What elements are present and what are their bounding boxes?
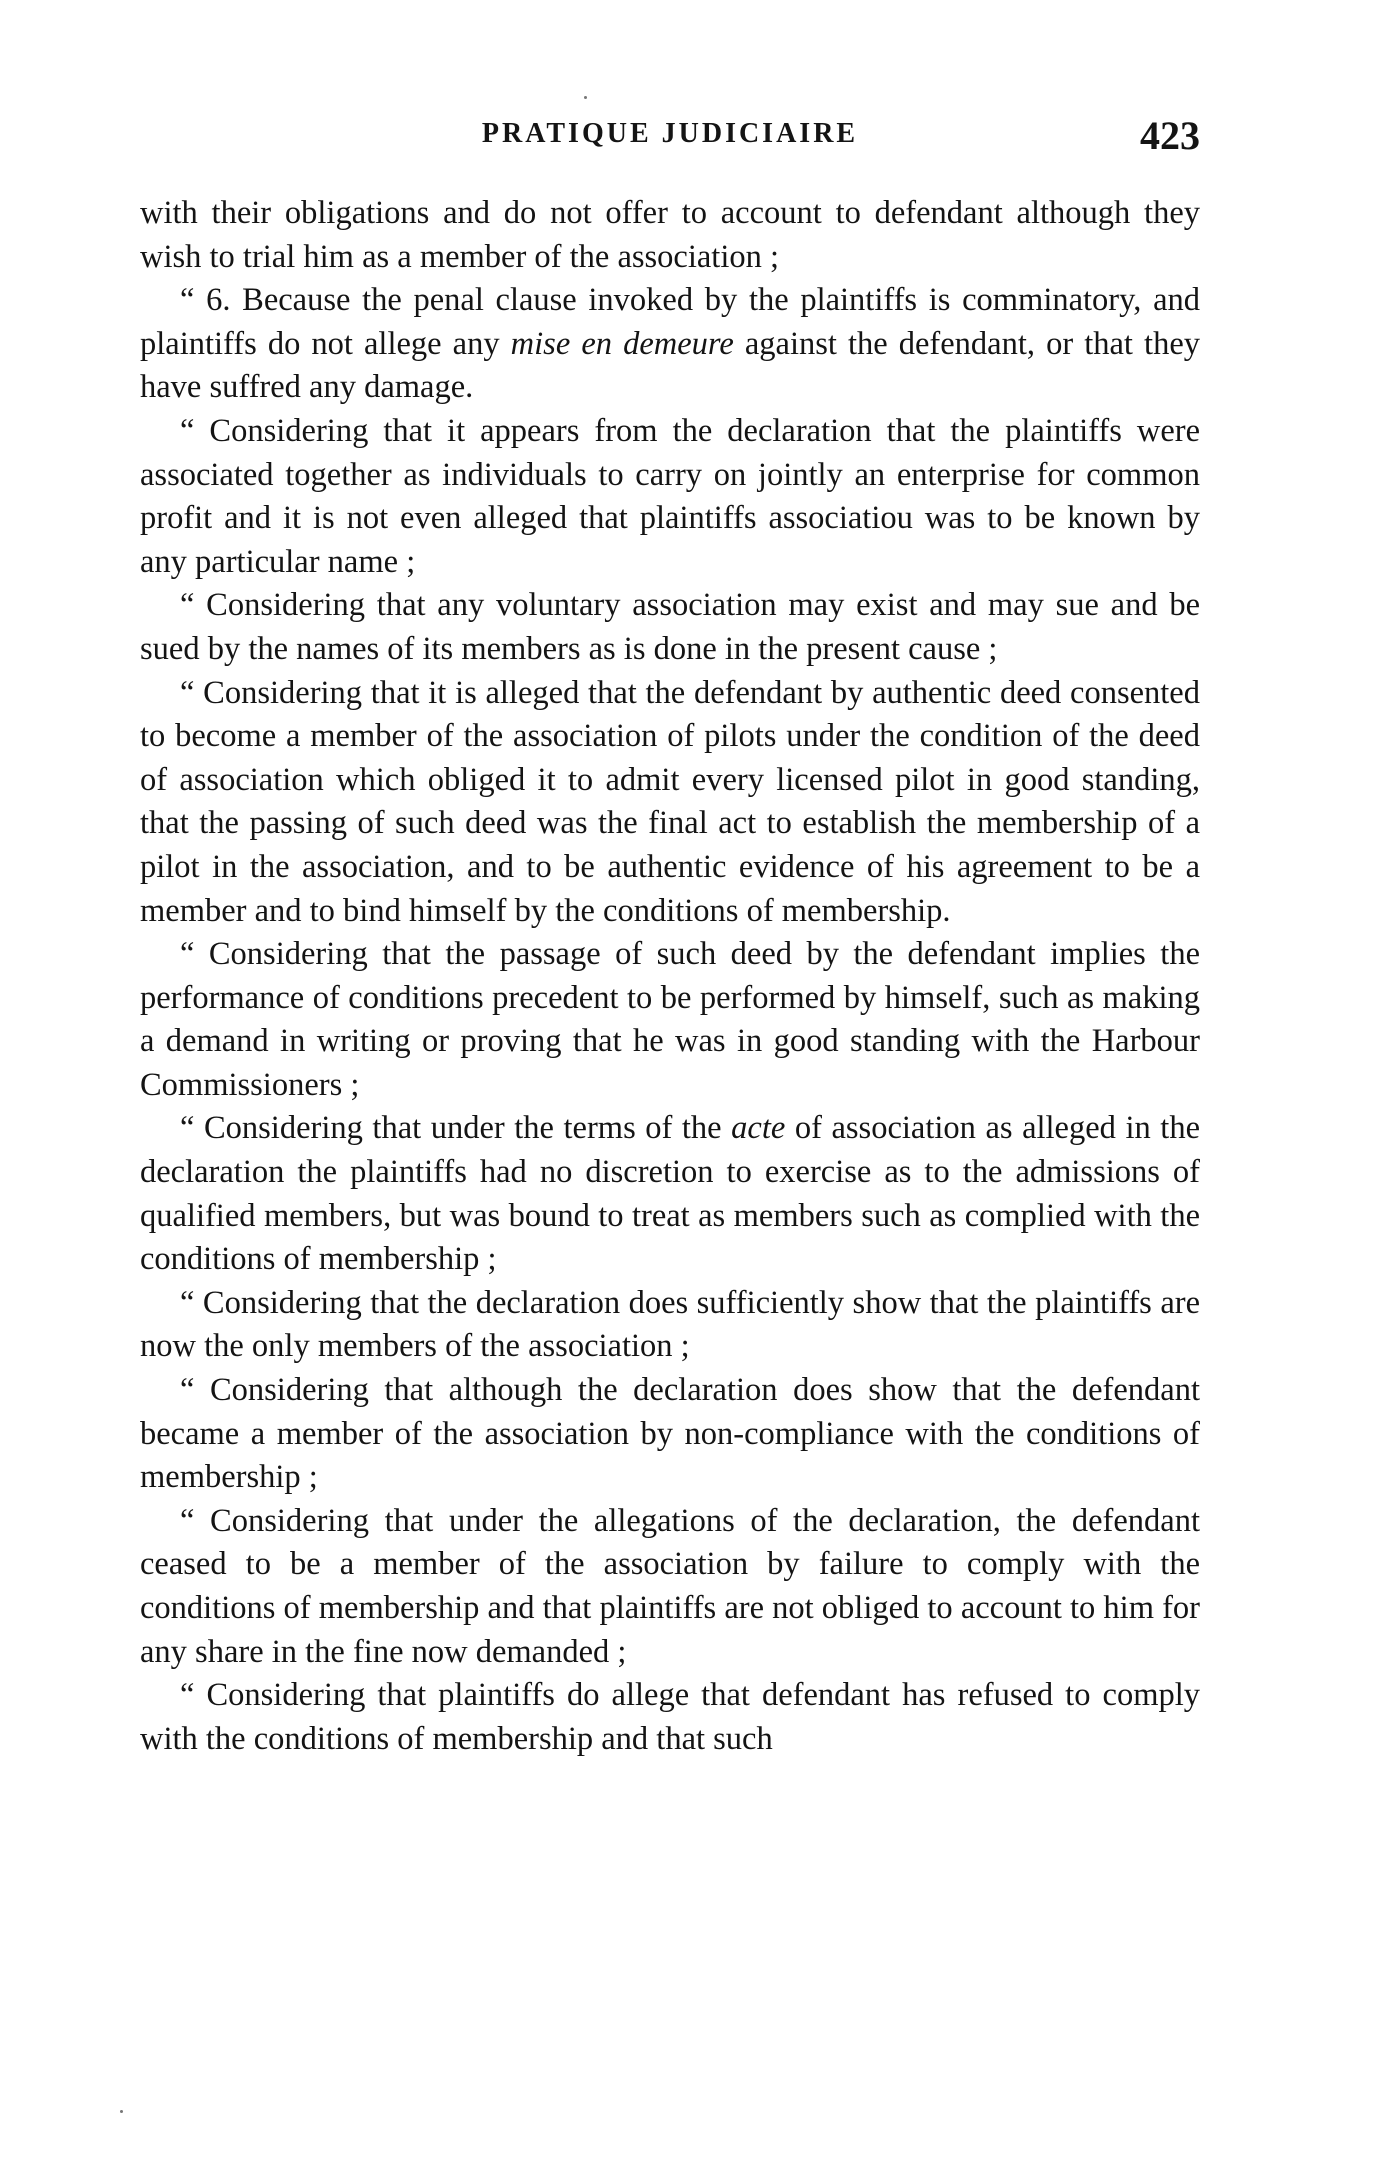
paragraph-continuation: with their obligations and do not offer to account to defendant although they wish to trial him as a member of the association ; <box>140 195 1200 275</box>
paragraph-considering: “ Considering that plaintiffs do allege that defendant has refused to comply with the conditions of membership and that such <box>140 1677 1200 1757</box>
paragraph-considering: “ Considering that any voluntary association may exist and may sue and be sued by the names of its members as is done in the present cause ; <box>140 587 1200 667</box>
paragraph-considering: “ Considering that although the declaration does show that the defendant became a member of the association by non-compliance with the conditions of membership ; <box>140 1372 1200 1496</box>
body-text <box>140 192 1200 1761</box>
paragraph-considering: “ Considering that it is alleged that the defendant by authentic deed consented to become a member of the association of pilots under the condition of the deed of association which obliged it to admit every licensed pilot in good standing, that the passing of such deed was the final act to establish the membership of a pilot in the association, and to be authentic evidence of his agreement to be a member and to bind himself by the conditions of membership. <box>140 674 1200 929</box>
page-number: 423 <box>1140 113 1200 158</box>
paragraph-considering: “ Considering that the passage of such deed by the defendant implies the performance of conditions precedent to be performed by himself, such as making a demand in writing or proving that he was in good standing with the Harbour Commissioners ; <box>140 936 1200 1103</box>
running-title: PRATIQUE JUDICIAIRE <box>481 118 859 149</box>
paragraph-considering: “ Considering that under the allegations of the declaration, the defendant ceased to be a member of the association by failure to comply with the conditions of membership and that plaintiffs are not obliged to account to him for any share in the fine now demanded ; <box>140 1502 1200 1670</box>
paragraph-considering: “ Considering that it appears from the declaration that the plaintiffs were associated together as individuals to carry on jointly an enterprise for common profit and it is not even alleged that plaintiffs associatiou was to be known by any particular name ; <box>140 412 1200 580</box>
running-head <box>140 113 1200 178</box>
paragraph-point-6: “ 6. Because the penal clause invoked by the plaintiffs is comminatory, and plaintiffs do not allege any mise en demeure against the defendant, or that they have suffred any damage. <box>140 282 1200 406</box>
paragraph-considering: “ Considering that under the terms of the acte of association as alleged in the declaration the plaintiffs had no discretion to exercise as to the admissions of qualified members, but was bound to treat as members such as complied with the conditions of membership ; <box>140 1110 1200 1278</box>
italic-term: acte <box>731 1110 786 1147</box>
paragraph-considering: “ Considering that the declaration does sufficiently show that the plaintiffs are now the only members of the association ; <box>140 1284 1200 1365</box>
scan-speck <box>584 96 587 99</box>
italic-term: mise en demeure <box>510 325 734 362</box>
scan-speck <box>120 2110 123 2113</box>
